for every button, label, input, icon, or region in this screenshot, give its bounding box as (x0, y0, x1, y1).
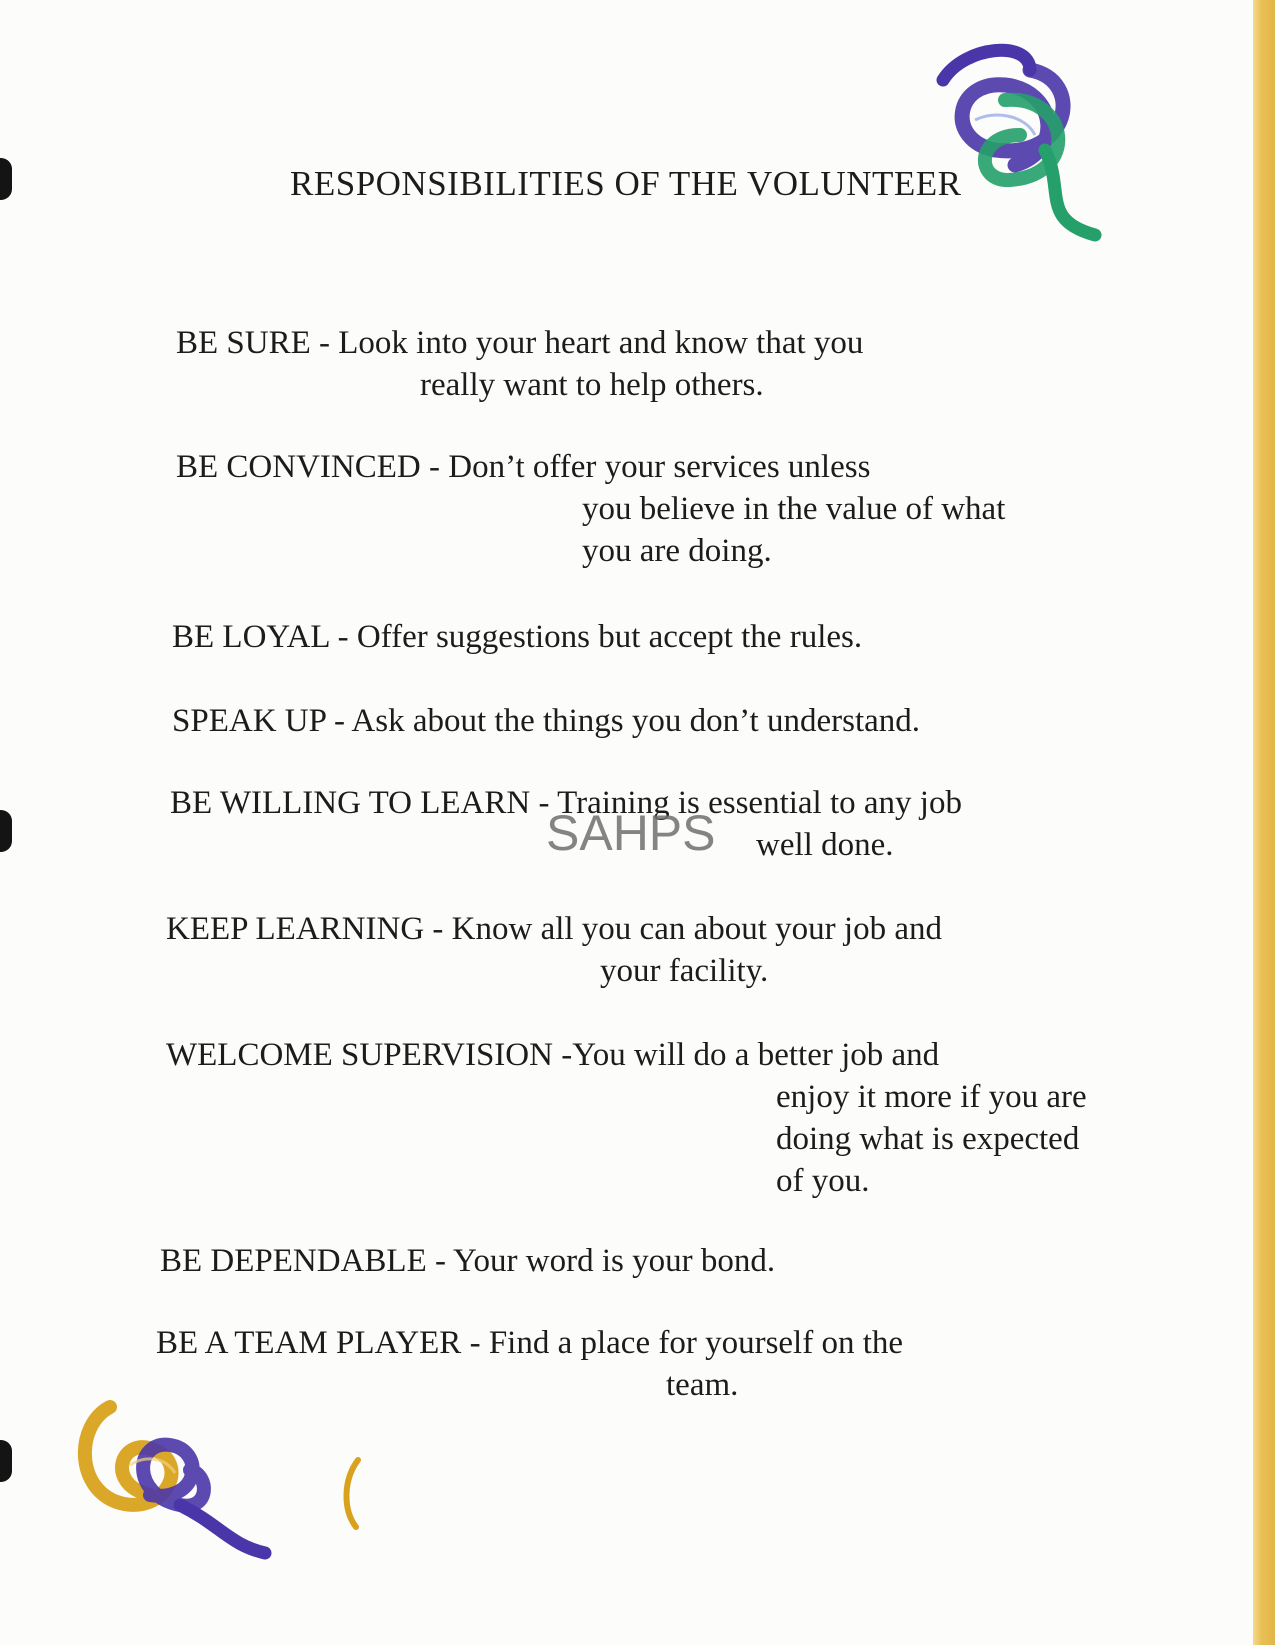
item-heading: BE CONVINCED (176, 449, 421, 485)
item-continuation: really want to help others. (420, 367, 764, 403)
item-continuation: well done. (756, 827, 894, 863)
item-heading: SPEAK UP (172, 703, 326, 739)
responsibility-item (166, 908, 942, 992)
item-heading: BE SURE (176, 325, 311, 361)
responsibility-item (172, 700, 920, 742)
purple-green-ribbon-icon (935, 40, 1110, 250)
responsibility-item (156, 1322, 903, 1406)
item-continuation: doing what is expected (776, 1121, 1080, 1157)
item-text: - Find a place for yourself on the (461, 1325, 904, 1361)
item-continuation: enjoy it more if you are (776, 1079, 1087, 1115)
item-continuation: team. (666, 1367, 739, 1403)
item-text: - Ask about the things you don’t understand. (325, 703, 921, 739)
item-heading: BE A TEAM PLAYER (156, 1325, 462, 1361)
item-text: - Don’t offer your services unless (420, 449, 871, 485)
item-heading: BE WILLING TO LEARN (170, 785, 531, 821)
item-text: - Your word is your bond. (426, 1243, 776, 1279)
item-heading: BE DEPENDABLE (160, 1243, 427, 1279)
binder-hole (0, 1440, 12, 1482)
item-text: - Look into your heart and know that you (310, 325, 864, 361)
binder-hole (0, 810, 12, 852)
responsibility-item (176, 322, 863, 406)
page-edge-strip (1253, 0, 1275, 1645)
item-heading: BE LOYAL (172, 619, 330, 655)
page-title: RESPONSIBILITIES OF THE VOLUNTEER (290, 164, 962, 203)
responsibility-item (166, 1034, 1087, 1202)
item-heading: KEEP LEARNING (166, 911, 425, 947)
responsibility-item (176, 446, 1005, 572)
gold-curl-icon (338, 1455, 368, 1535)
item-continuation: of you. (776, 1163, 870, 1199)
gold-purple-ribbon-icon (70, 1395, 280, 1560)
responsibility-item (172, 616, 862, 658)
item-text: -You will do a better job and (552, 1037, 940, 1073)
responsibility-item (160, 1240, 775, 1282)
binder-hole (0, 158, 12, 200)
item-text: - Know all you can about your job and (424, 911, 942, 947)
watermark: SAHPS (546, 805, 716, 861)
item-text: - Offer suggestions but accept the rules. (329, 619, 863, 655)
item-continuation: you are doing. (582, 533, 772, 569)
item-continuation: you believe in the value of what (582, 491, 1006, 527)
item-heading: WELCOME SUPERVISION (166, 1037, 553, 1073)
item-continuation: your facility. (600, 953, 769, 989)
item-text: - Training is essential to any job (530, 785, 962, 821)
